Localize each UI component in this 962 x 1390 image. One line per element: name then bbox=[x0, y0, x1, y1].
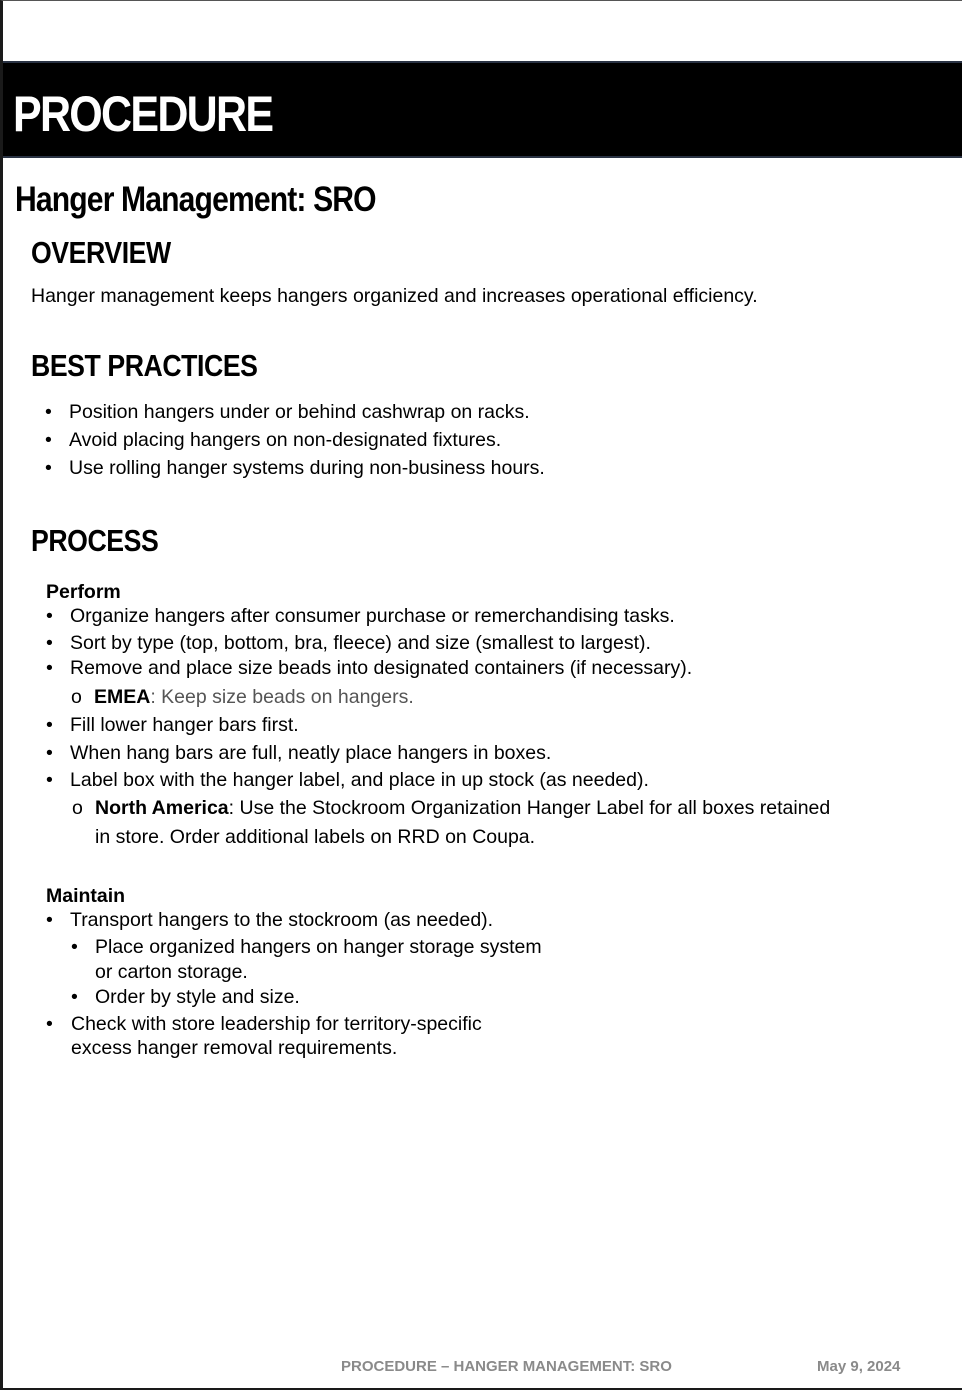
bullet-mark: • bbox=[71, 986, 78, 1008]
na-note-line2: in store. Order additional labels on RRD on Coupa. bbox=[95, 826, 536, 848]
circle-bullet-mark: o bbox=[71, 686, 82, 708]
overview-text: Hanger management keeps hangers organized and increases operational efficiency. bbox=[31, 285, 758, 307]
region-label: EMEA bbox=[94, 686, 151, 708]
document-title: Hanger Management: SRO bbox=[15, 180, 376, 219]
bullet-mark: • bbox=[71, 936, 78, 958]
perform-subheading: Perform bbox=[46, 581, 121, 603]
bullet-mark: • bbox=[46, 1013, 53, 1035]
footer-title: PROCEDURE – HANGER MANAGEMENT: SRO bbox=[341, 1358, 672, 1375]
best-practice-text: Use rolling hanger systems during non-business hours. bbox=[69, 457, 545, 479]
bullet-mark: • bbox=[46, 632, 53, 654]
maintain-subheading: Maintain bbox=[46, 885, 126, 907]
perform-item-text: Organize hangers after consumer purchase or remerchandising tasks. bbox=[70, 605, 675, 627]
maintain-item-continuation: excess hanger removal requirements. bbox=[71, 1037, 398, 1059]
bullet-mark: • bbox=[45, 401, 52, 423]
maintain-item-text: Check with store leadership for territory-specific bbox=[71, 1013, 482, 1035]
region-label: North America bbox=[95, 797, 229, 819]
banner-title: PROCEDURE bbox=[13, 86, 273, 142]
bullet-mark: • bbox=[45, 457, 52, 479]
emea-note-text: : Keep size beads on hangers. bbox=[150, 686, 414, 708]
perform-item-text: Label box with the hanger label, and place in up stock (as needed). bbox=[70, 769, 649, 791]
procedure-banner bbox=[3, 61, 962, 158]
bullet-mark: • bbox=[46, 605, 53, 627]
perform-item-text: Remove and place size beads into designated containers (if necessary). bbox=[70, 657, 693, 679]
best-practice-text: Position hangers under or behind cashwrap on racks. bbox=[69, 401, 530, 423]
bullet-mark: • bbox=[46, 909, 53, 931]
bullet-mark: • bbox=[46, 657, 53, 679]
perform-item-text: Sort by type (top, bottom, bra, fleece) and size (smallest to largest). bbox=[70, 632, 651, 654]
maintain-subitem-continuation: or carton storage. bbox=[95, 961, 248, 983]
footer-date: May 9, 2024 bbox=[817, 1358, 901, 1375]
bullet-mark: • bbox=[46, 714, 53, 736]
best-practices-heading: BEST PRACTICES bbox=[31, 348, 258, 383]
bullet-mark: • bbox=[46, 742, 53, 764]
overview-heading: OVERVIEW bbox=[31, 235, 171, 270]
na-note-line1 bbox=[95, 797, 830, 820]
emea-note bbox=[94, 686, 414, 709]
process-heading: PROCESS bbox=[31, 523, 159, 558]
maintain-subitem-text: Place organized hangers on hanger storage system bbox=[95, 936, 542, 958]
maintain-item-text: Transport hangers to the stockroom (as needed). bbox=[70, 909, 494, 931]
best-practice-text: Avoid placing hangers on non-designated fixtures. bbox=[69, 429, 502, 451]
perform-item-text: Fill lower hanger bars first. bbox=[70, 714, 299, 736]
perform-item-text: When hang bars are full, neatly place hangers in boxes. bbox=[70, 742, 552, 764]
bullet-mark: • bbox=[46, 769, 53, 791]
bullet-mark: • bbox=[45, 429, 52, 451]
circle-bullet-mark: o bbox=[72, 797, 83, 819]
na-note-text: : Use the Stockroom Organization Hanger Label for all boxes retained bbox=[228, 797, 831, 819]
maintain-subitem-text: Order by style and size. bbox=[95, 986, 300, 1008]
